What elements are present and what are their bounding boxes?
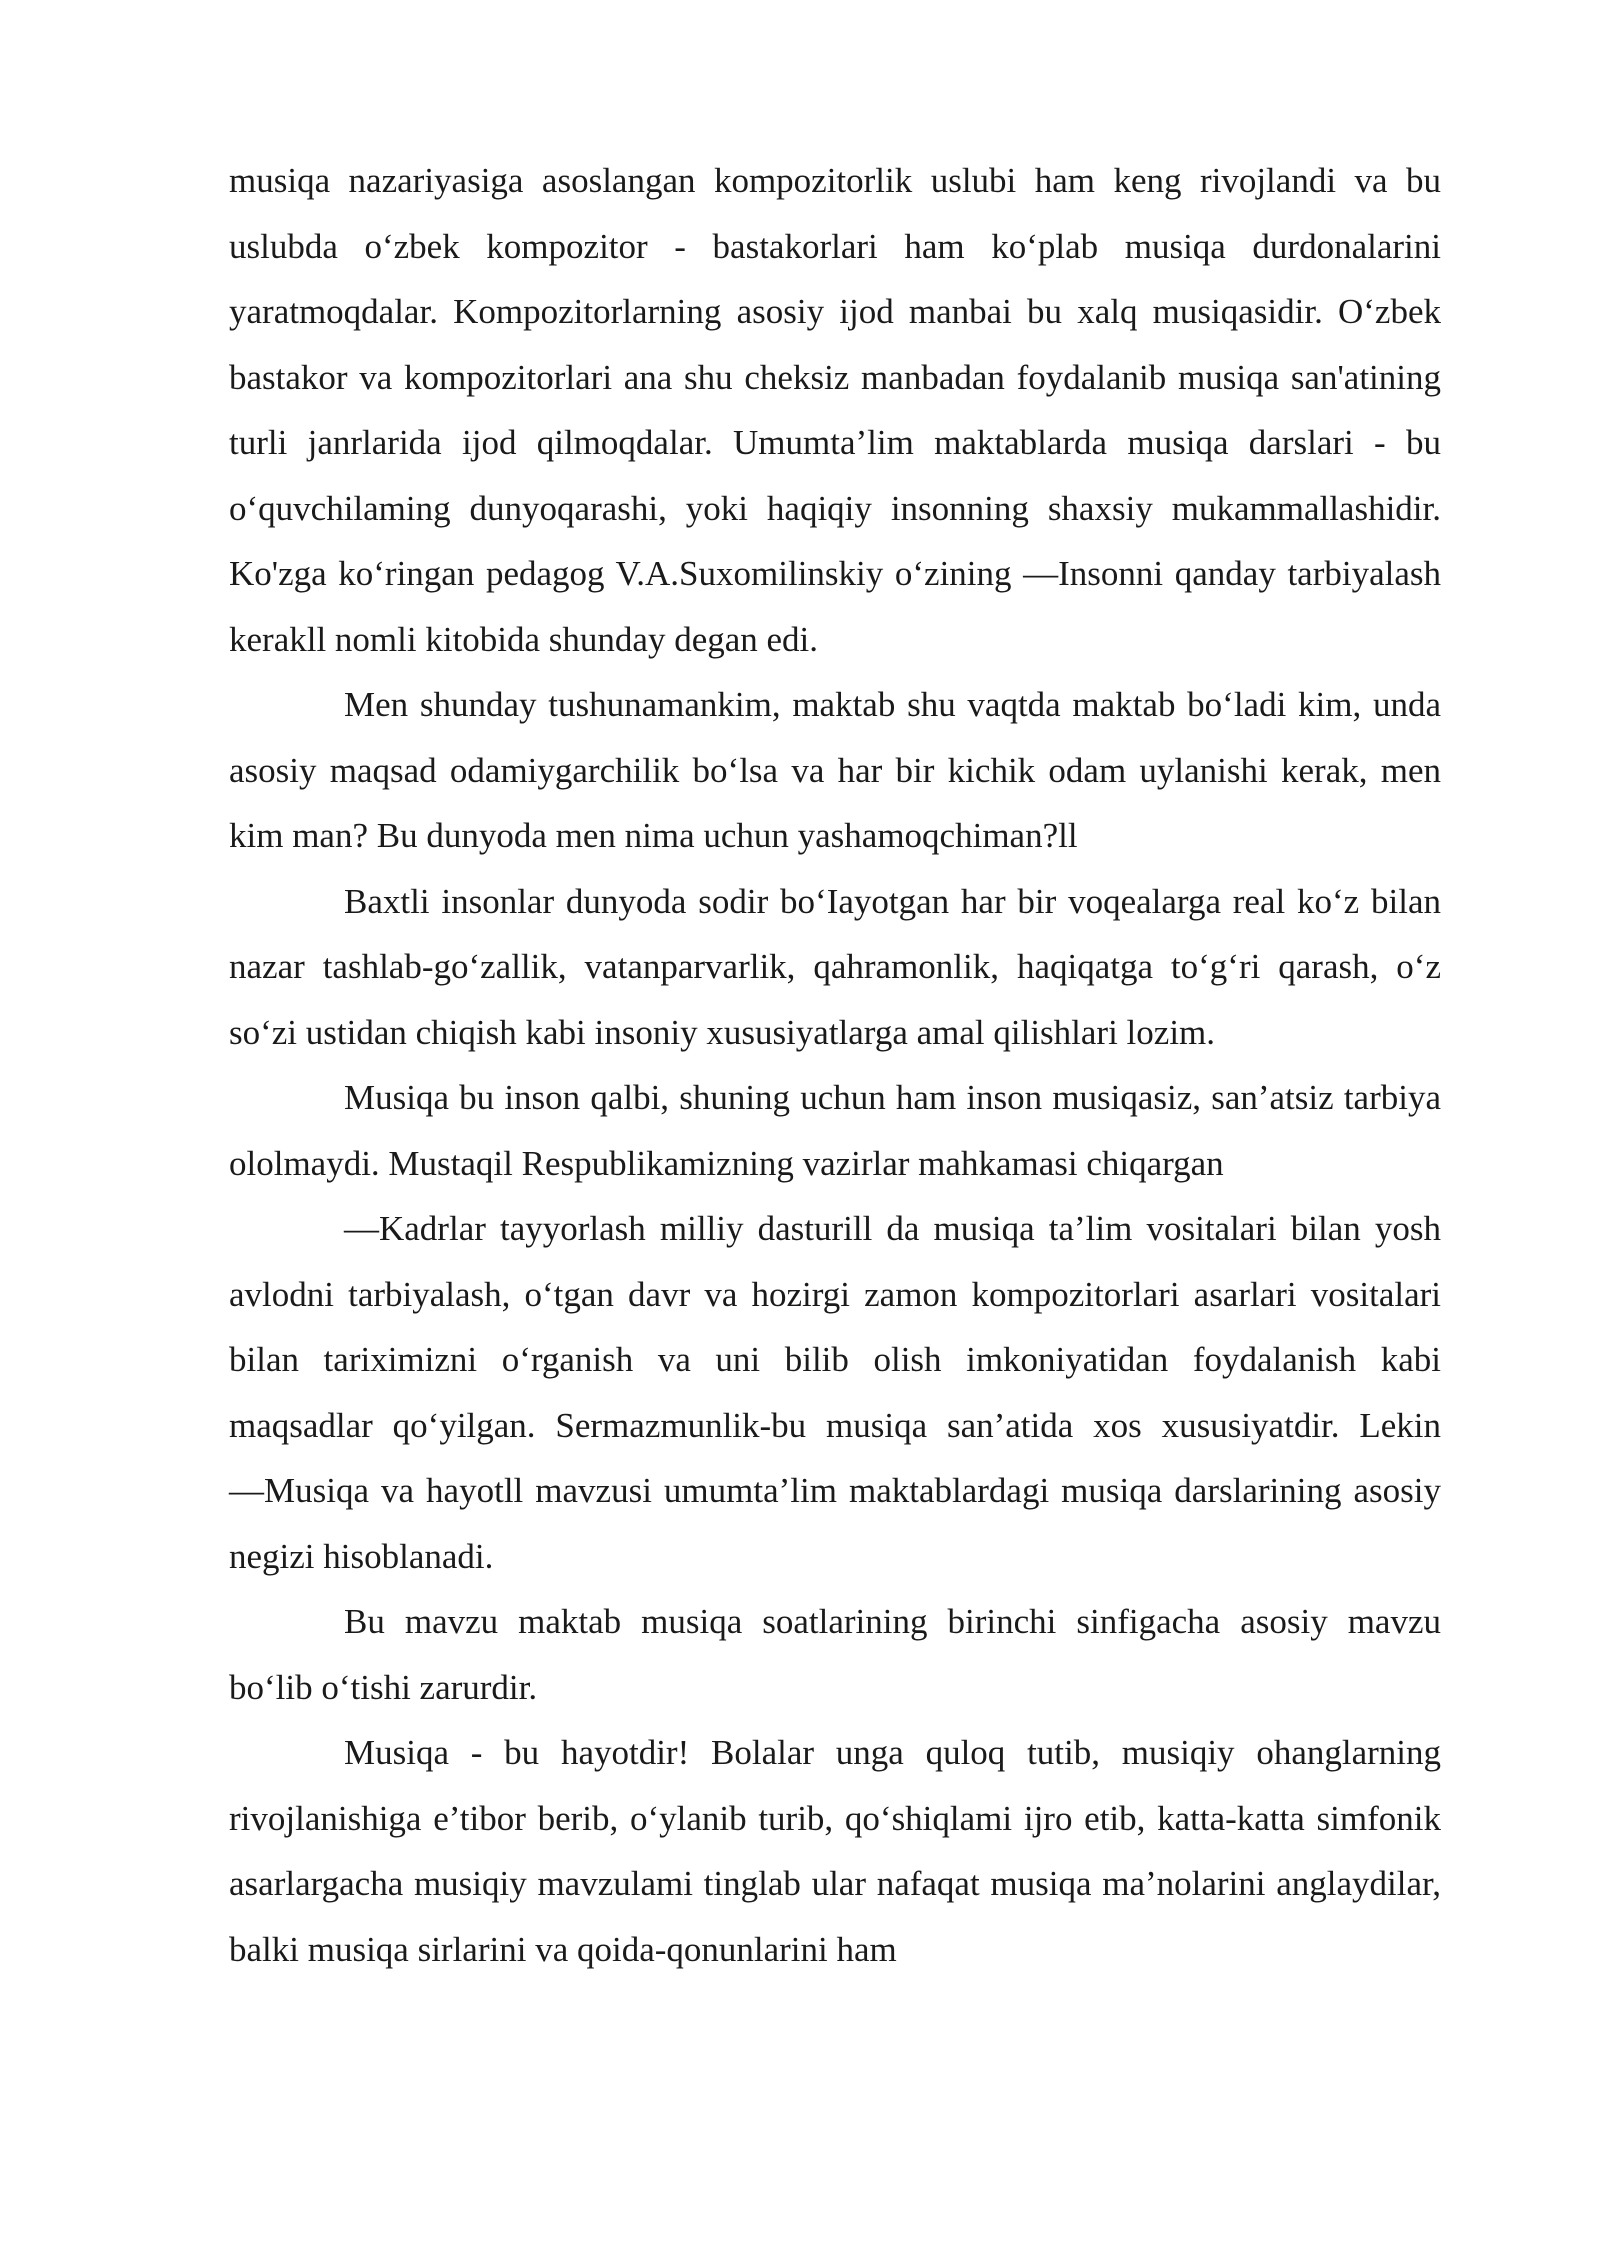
paragraph: ―Kadrlar tayyorlash milliy dasturill da musiqa ta’lim vositalari bilan yosh avlodni tarbiyalash, o‘tgan davr va hozirgi zamon kompozitorlari asarlari vositalari bilan tariximizni o‘rganish va uni bilib olish imkoniyatidan foydalanish kabi maqsadlar qo‘yilgan. Sermazmunlik-bu musiqa san’atida xos xususiyatdir. Lekin ―Musiqa va hayotll mavzusi umumta’lim maktablardagi musiqa darslarining asosiy negizi hisoblanadi.	[229, 1209, 1441, 1576]
paragraph: Musiqa bu inson qalbi, shuning uchun ham inson musiqasiz, san’atsiz tarbiya ololmaydi. Mustaqil Respublikamizning vazirlar mahkamasi chiqargan	[229, 1078, 1441, 1183]
document-page	[229, 148, 1441, 1982]
paragraph: Baxtli insonlar dunyoda sodir bo‘Iayotgan har bir voqealarga real ko‘z bilan nazar tashlab-go‘zallik, vatanparvarlik, qahramonlik, haqiqatga to‘g‘ri qarash, o‘z so‘zi ustidan chiqish kabi insoniy xususiyatlarga amal qilishlari lozim.	[229, 881, 1441, 1052]
paragraph: Bu mavzu maktab musiqa soatlarining birinchi sinfigacha asosiy mavzu bo‘lib o‘tishi zarurdir.	[229, 1602, 1441, 1707]
paragraph: Men shunday tushunamankim, maktab shu vaqtda maktab bo‘ladi kim, unda asosiy maqsad odamiygarchilik bo‘lsa va har bir kichik odam uylanishi kerak, men kim man? Bu dunyoda men nima uchun yashamoqchiman?ll	[229, 685, 1441, 855]
paragraph: Musiqa - bu hayotdir! Bolalar unga quloq tutib, musiqiy ohanglarning rivojlanishiga e’tibor berib, o‘ylanib turib, qo‘shiqlami ijro etib, katta-katta simfonik asarlargacha musiqiy mavzulami tinglab ular nafaqat musiqa ma’nolarini anglaydilar, balki musiqa sirlarini va qoida-qonunlarini ham	[229, 1733, 1441, 1969]
paragraph: musiqa nazariyasiga asoslangan kompozitorlik uslubi ham keng rivojlandi va bu uslubda o‘zbek kompozitor - bastakorlari ham ko‘plab musiqa durdonalarini yaratmoqdalar. Kompozitorlarning asosiy ijod manbai bu xalq musiqasidir. O‘zbek bastakor va kompozitorlari ana shu cheksiz manbadan foydalanib musiqa san'atining turli janrlarida ijod qilmoqdalar. Umumta’lim maktablarda musiqa darslari - bu o‘quvchilaming dunyoqarashi, yoki haqiqiy insonning shaxsiy mukammallashidir. Ko'zga ko‘ringan pedagog V.A.Suxomilinskiy o‘zining ―Insonni qanday tarbiyalash kerakll nomli kitobida shunday degan edi.	[229, 161, 1441, 659]
